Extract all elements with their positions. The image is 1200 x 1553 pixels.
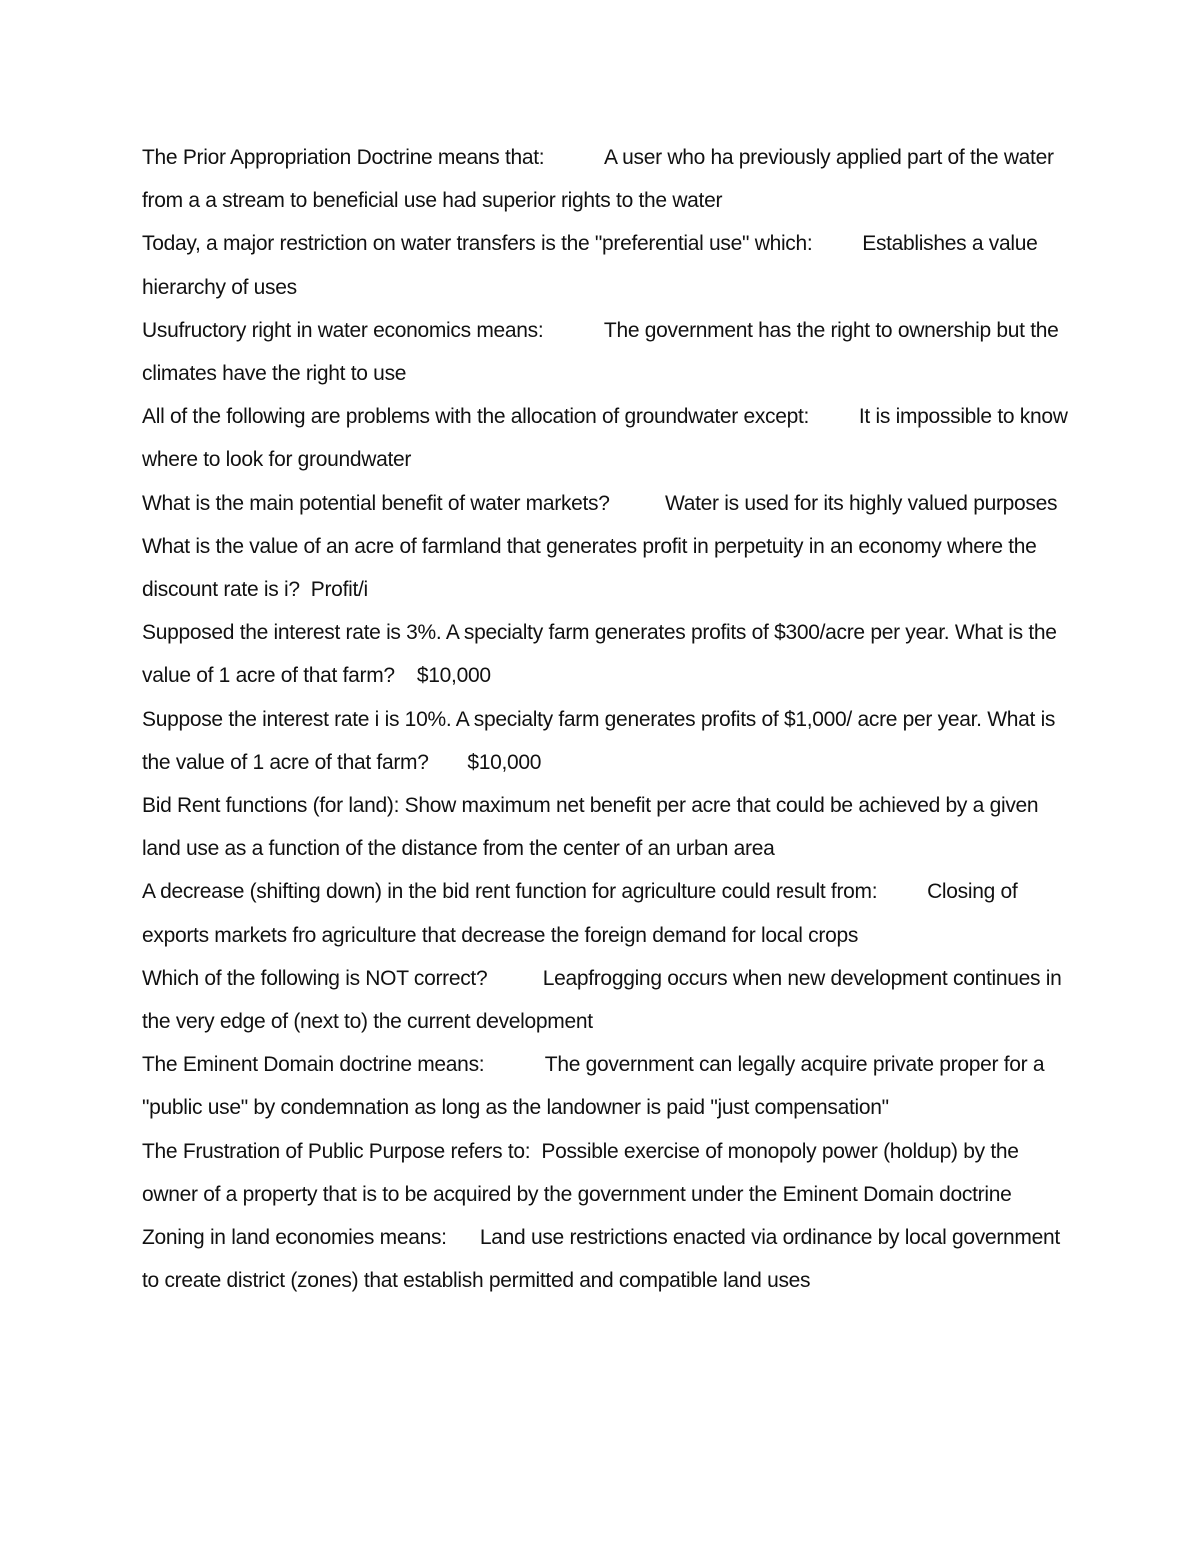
qa-eminent-domain: The Eminent Domain doctrine means: The government can legally acquire private proper for a "public use" by condemnation as long as the landowner is paid "just compensation" [142,1053,1050,1120]
qa-frustration-public-purpose: The Frustration of Public Purpose refers to: Possible exercise of monopoly power (holdup) by the owner of a property that is to be acquired by the government under the Eminent Domain doctrine [142,1139,1025,1206]
qa-usufructory-right: Usufructory right in water economics means: The government has the right to ownership but the climates have the right to use [142,318,1065,386]
document-body [142,136,1072,1302]
qa-bid-rent-decrease: A decrease (shifting down) in the bid rent function for agriculture could result from: Closing of exports markets fro agriculture that decrease the foreign demand for local crops [142,880,1023,947]
qa-farmland-value-perpetuity: What is the value of an acre of farmland that generates profit in perpetuity in an economy where the discount rate is i? Profit/i [142,534,1043,602]
qa-farm-value-3-percent: Supposed the interest rate is 3%. A specialty farm generates profits of $300/acre per year. What is the value of 1 acre of that farm? $10,000 [142,621,1063,688]
qa-zoning: Zoning in land economies means: Land use restrictions enacted via ordinance by local government to create district (zones) that establish permitted and compatible land uses [142,1226,1066,1293]
qa-preferential-use: Today, a major restriction on water transfers is the "preferential use" which: Establishes a value hierarchy of uses [142,232,1044,299]
qa-leapfrogging: Which of the following is NOT correct? Leapfrogging occurs when new development continues in the very edge of (next to) the current development [142,966,1068,1034]
qa-bid-rent-functions: Bid Rent functions (for land): Show maximum net benefit per acre that could be achieved by a given land use as a function of the distance from the center of an urban area [142,794,1044,861]
qa-water-markets-benefit: What is the main potential benefit of water markets? Water is used for its highly valued purposes [142,491,1058,515]
qa-groundwater-allocation: All of the following are problems with the allocation of groundwater except: It is impossible to know where to look for groundwater [142,405,1074,472]
qa-prior-appropriation: The Prior Appropriation Doctrine means that: A user who ha previously applied part of the water from a a stream to beneficial use had superior rights to the water [142,146,1060,213]
qa-farm-value-10-percent: Suppose the interest rate i is 10%. A specialty farm generates profits of $1,000/ acre per year. What is the value of 1 acre of that farm? $10,000 [142,707,1061,774]
